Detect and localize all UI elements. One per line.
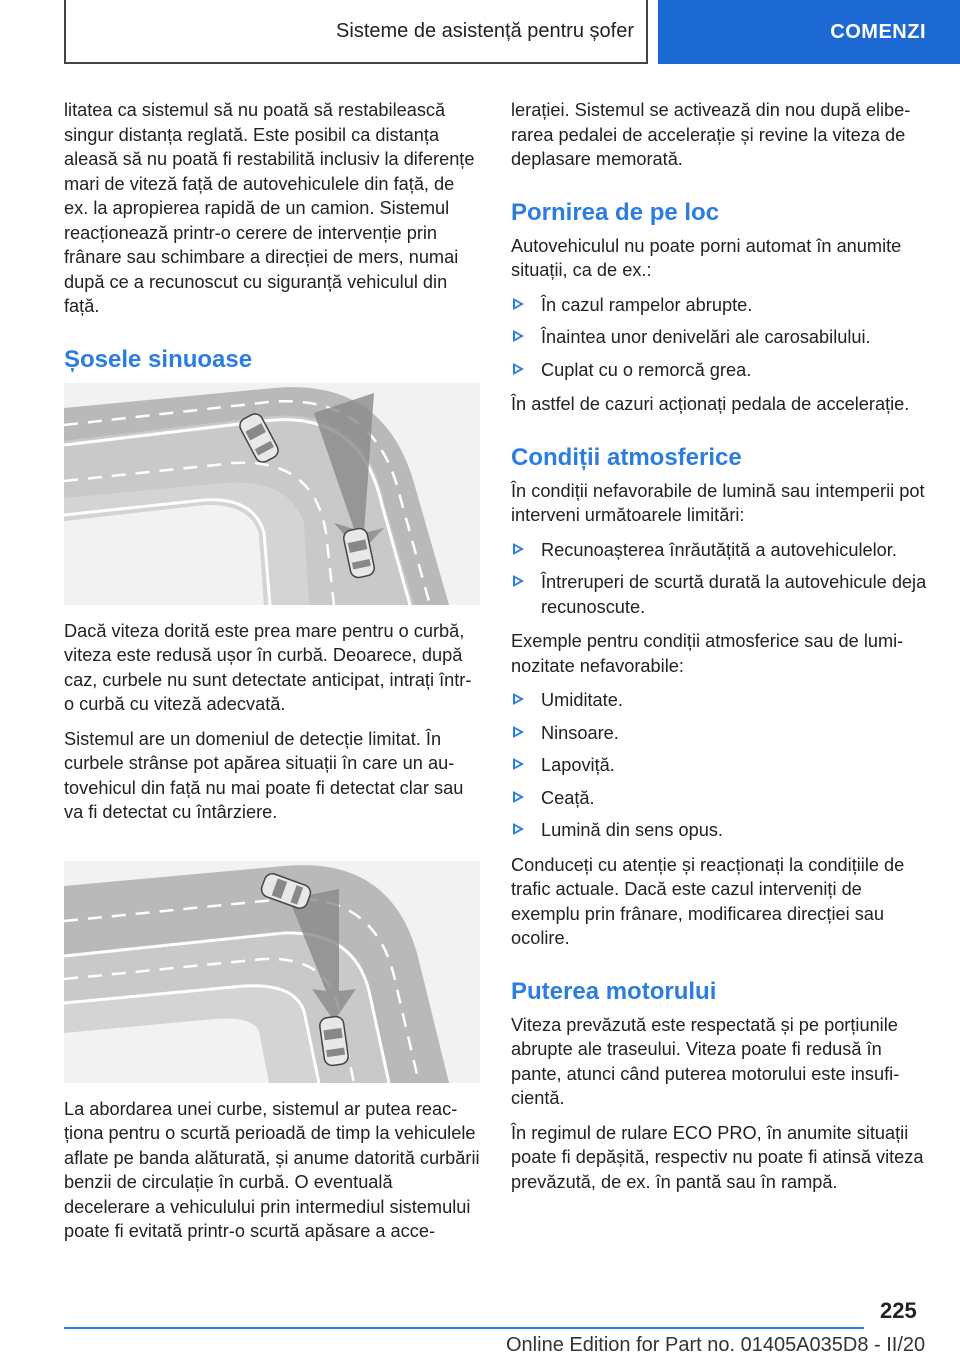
list-item: Întreruperi de scurtă durată la autovehicule deja recunoscute. [511, 570, 927, 619]
triangle-bullet-icon [513, 298, 524, 310]
triangle-bullet-icon [513, 330, 524, 342]
list-item: Lapoviță. [511, 753, 927, 778]
triangle-bullet-icon [513, 575, 524, 587]
paragraph: Viteza prevăzută este respectată și pe porțiunile abrupte ale traseului. Viteza poate fi redusă în pante, atunci când puterea motorului este insuficientă. [511, 1014, 900, 1108]
heading-conditii: Condiții atmosferice [511, 443, 742, 471]
footer-edition: Online Edition for Part no. 01405A035D8 - II/20 [506, 1334, 926, 1356]
list-item: Umiditate. [511, 688, 927, 713]
list-limitari [511, 538, 927, 620]
paragraph: litatea ca sistemul să nu poată să restabilească singur distanța reglată. Este posibil ca distanța aleasă să nu poată fi restabilită inclusiv la diferențe mari de viteză față de autovehiculele din față, de ex. la apropierea rapidă de un camion. Sistemul reacționează printr-o cerere de intervenție prin frânare sau schimbare a direcției de mers, numai după ce a recunoscut cu siguranță vehiculul din față. [64, 100, 475, 316]
paragraph: La abordarea unei curbe, sistemul ar putea reacționa pentru o scurtă perioadă de timp la vehiculele aflate pe banda alăturată, și anume datorită curbării benzii de circulație în curbă. O eventuală decelerare a vehiculului prin intermediul sistemului poate fi evitată printr-o scurtă apăsare a acce- [64, 1098, 480, 1241]
right-column [511, 98, 927, 1204]
list-item: În cazul rampelor abrupte. [511, 293, 927, 318]
triangle-bullet-icon [513, 363, 524, 375]
chapter-title: COMENZI [830, 20, 926, 43]
triangle-bullet-icon [513, 758, 524, 770]
curve-illustration-2 [64, 861, 480, 1083]
list-item: Cuplat cu o remorcă grea. [511, 358, 927, 383]
curve-illustration-1 [64, 383, 480, 605]
list-item: Înaintea unor denivelări ale carosabilului. [511, 325, 927, 350]
paragraph: lerației. Sistemul se activează din nou după eliberarea pedalei de accelerație și revine la viteza de deplasare memorată. [511, 100, 911, 169]
paragraph: În astfel de cazuri acționați pedala de accelerație. [511, 394, 910, 414]
page-number: 225 [880, 1298, 917, 1323]
triangle-bullet-icon [513, 726, 524, 738]
section-title: Sisteme de asistență pentru șofer [336, 19, 634, 42]
heading-putere: Puterea motorului [511, 977, 717, 1005]
heading-sosele-sinuoase: Șosele sinuoase [64, 345, 253, 373]
list-pornire [511, 293, 927, 383]
list-item: Ninsoare. [511, 721, 927, 746]
list-item: Lumină din sens opus. [511, 818, 927, 843]
triangle-bullet-icon [513, 543, 524, 555]
paragraph: Exemple pentru condiții atmosferice sau de luminozitate nefavorabile: [511, 631, 904, 676]
footer-divider [64, 1327, 864, 1329]
header-section-title [64, 0, 648, 64]
paragraph: Sistemul are un domeniul de detecție limitat. În curbele strânse pot apărea situații în care un autovehicul din față nu mai poate fi detectat clar sau va fi detectat cu întârziere. [64, 728, 464, 822]
triangle-bullet-icon [513, 823, 524, 835]
triangle-bullet-icon [513, 693, 524, 705]
paragraph: În condiții nefavorabile de lumină sau intemperii pot interveni următoarele limitări: [511, 480, 925, 525]
header-chapter-tab[interactable] [658, 0, 960, 64]
paragraph: Dacă viteza dorită este prea mare pentru o curbă, viteza este redusă ușor în curbă. Deoarece, după caz, curbele nu sunt detectate anticipat, intrați într-o curbă cu viteză adecvată. [64, 620, 472, 714]
paragraph: În regimul de rulare ECO PRO, în anumite situații poate fi depășită, respectiv nu poate fi atinsă viteza prevăzută, de ex. în pantă sau în rampă. [511, 1122, 924, 1192]
heading-pornire: Pornirea de pe loc [511, 198, 720, 226]
paragraph: Autovehiculul nu poate porni automat în anumite situații, ca de ex.: [511, 235, 902, 280]
left-column [64, 98, 480, 1254]
paragraph: Conduceți cu atenție și reacționați la condițiile de trafic actuale. Dacă este cazul interveniți de exemplu prin frânare, modificarea direcției sau ocolire. [511, 854, 905, 948]
list-item: Recunoașterea înrăutățită a autovehiculelor. [511, 538, 927, 563]
triangle-bullet-icon [513, 791, 524, 803]
list-conditii [511, 688, 927, 843]
list-item: Ceață. [511, 786, 927, 811]
